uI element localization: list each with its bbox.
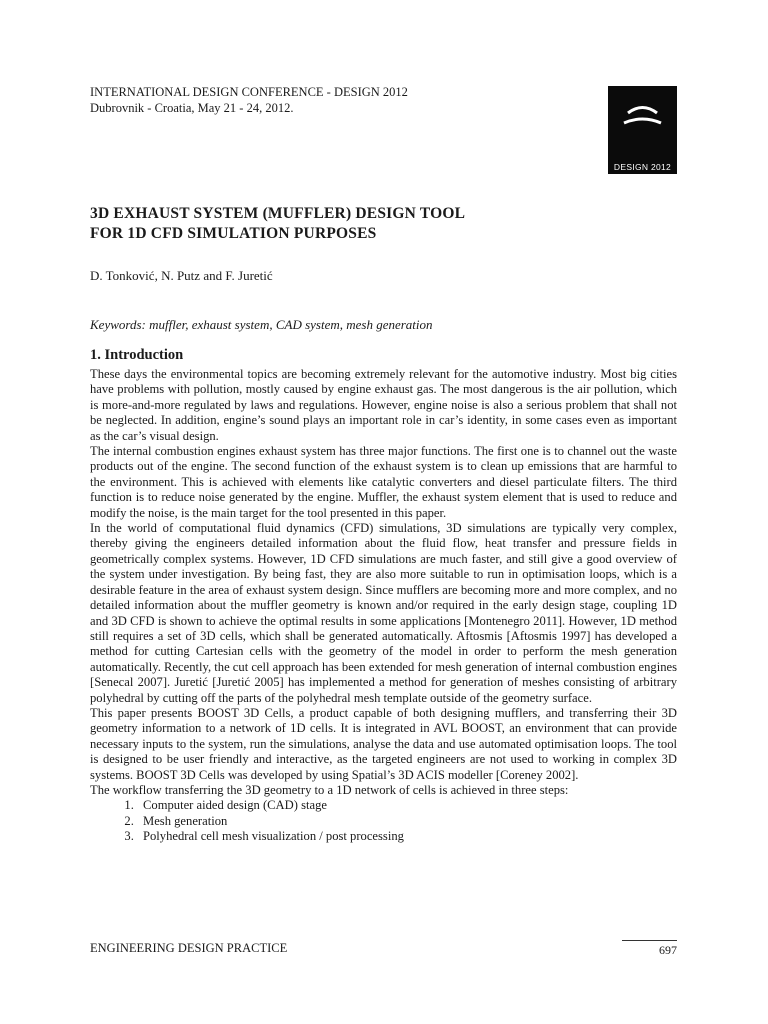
paragraph: In the world of computational fluid dynamics (CFD) simulations, 3D simulations are typically very complex, thereby giving the engineers detailed information about the fluid flow, heat transfer and pressure fields in geometrically complex systems. However, 1D CFD simulations are much faster, and still give a good overview of the system under investigation. By being fast, they are also more suitable to run in optimisation loops, which is a desirable feature in the area of exhaust system design. Since mufflers are becoming more and more complex, and no detailed information about the muffler geometry is known and/or required in the early design stage, coupling 1D and 3D CFD is shown to achieve the optimal results in some applications [Montenegro 2011]. However, 1D method still requires a set of 3D cells, which shall be generated automatically. Aftosmis [Aftosmis 1997] has developed a method for cutting Cartesian cells with the geometry of the model in order to perform the mesh generation automatically. Recently, the cut cell approach has been extended for mesh generation of internal combustion engines [Senecal 2007]. Juretić [Juretić 2005] has implemented a method for generation of meshes consisting of arbitrary polyhedral by cutting off the parts of the polyhedral mesh template outside of the geometry surface. — [90, 521, 677, 705]
page-number: 697 — [659, 943, 677, 957]
paragraph: This paper presents BOOST 3D Cells, a product capable of both designing mufflers, and transferring their 3D geometry information to a network of 1D cells. It is integrated in AVL BOOST, an environment that can provide necessary inputs to the system, run the simulations, analyse the data and use automated optimisation loops. The tool is designed to be user friendly and interactive, as the targeted engineers are not used to working in complex 3D systems. BOOST 3D Cells was developed by using Spatial’s 3D ACIS modeller [Coreney 2002]. — [90, 705, 677, 782]
paper-title-line-2: FOR 1D CFD SIMULATION PURPOSES — [90, 225, 377, 242]
logo-text: DESIGN 2012 — [613, 162, 672, 172]
paragraph: The workflow transferring the 3D geometry to a 1D network of cells is achieved in three steps: — [90, 782, 569, 797]
list-item: 2. Mesh generation — [137, 814, 677, 829]
conference-header — [90, 84, 408, 116]
footer-label: ENGINEERING DESIGN PRACTICE — [90, 941, 288, 955]
list-item: 3. Polyhedral cell mesh visualization / post processing — [137, 829, 677, 844]
paragraph: These days the environmental topics are becoming extremely relevant for the automotive industry. Most big cities have problems with pollution, mostly caused by engine exhaust gas. The most dangerous is the air pollution, which is more-and-more regulated by laws and regulations. However, engine noise is also a serious problem that shall not be neglected. In addition, engine’s sound plays an important role in car’s identity, in some cases even as important as the car’s visual design. — [90, 367, 677, 443]
footer-divider — [622, 940, 677, 941]
design-logo-arcs-icon — [608, 86, 677, 174]
list-item: 1. Computer aided design (CAD) stage — [137, 798, 677, 813]
conference-location: Dubrovnik - Croatia, May 21 - 24, 2012. — [90, 101, 294, 115]
workflow-steps-list — [90, 798, 677, 844]
paper-title — [90, 204, 610, 244]
paper-keywords: Keywords: muffler, exhaust system, CAD system, mesh generation — [90, 317, 433, 332]
paper-authors: D. Tonković, N. Putz and F. Juretić — [90, 268, 273, 283]
design-2012-logo — [608, 86, 677, 174]
paper-title-line-1: 3D EXHAUST SYSTEM (MUFFLER) DESIGN TOOL — [90, 205, 466, 222]
conference-name: INTERNATIONAL DESIGN CONFERENCE - DESIGN 2012 — [90, 85, 408, 99]
paragraph: The internal combustion engines exhaust system has three major functions. The first one is to channel out the waste products out of the engine. The second function of the exhaust system is to clean up emissions that are harmful to the environment. This is achieved with elements like catalytic converters and diesel particulate filters. The third function is to reduce noise generated by the engine. Muffler, the exhaust system element that is used to reduce and modify the noise, is the main target for the tool presented in this paper. — [90, 444, 677, 520]
body-text — [90, 367, 677, 845]
section-heading: 1. Introduction — [90, 347, 184, 363]
